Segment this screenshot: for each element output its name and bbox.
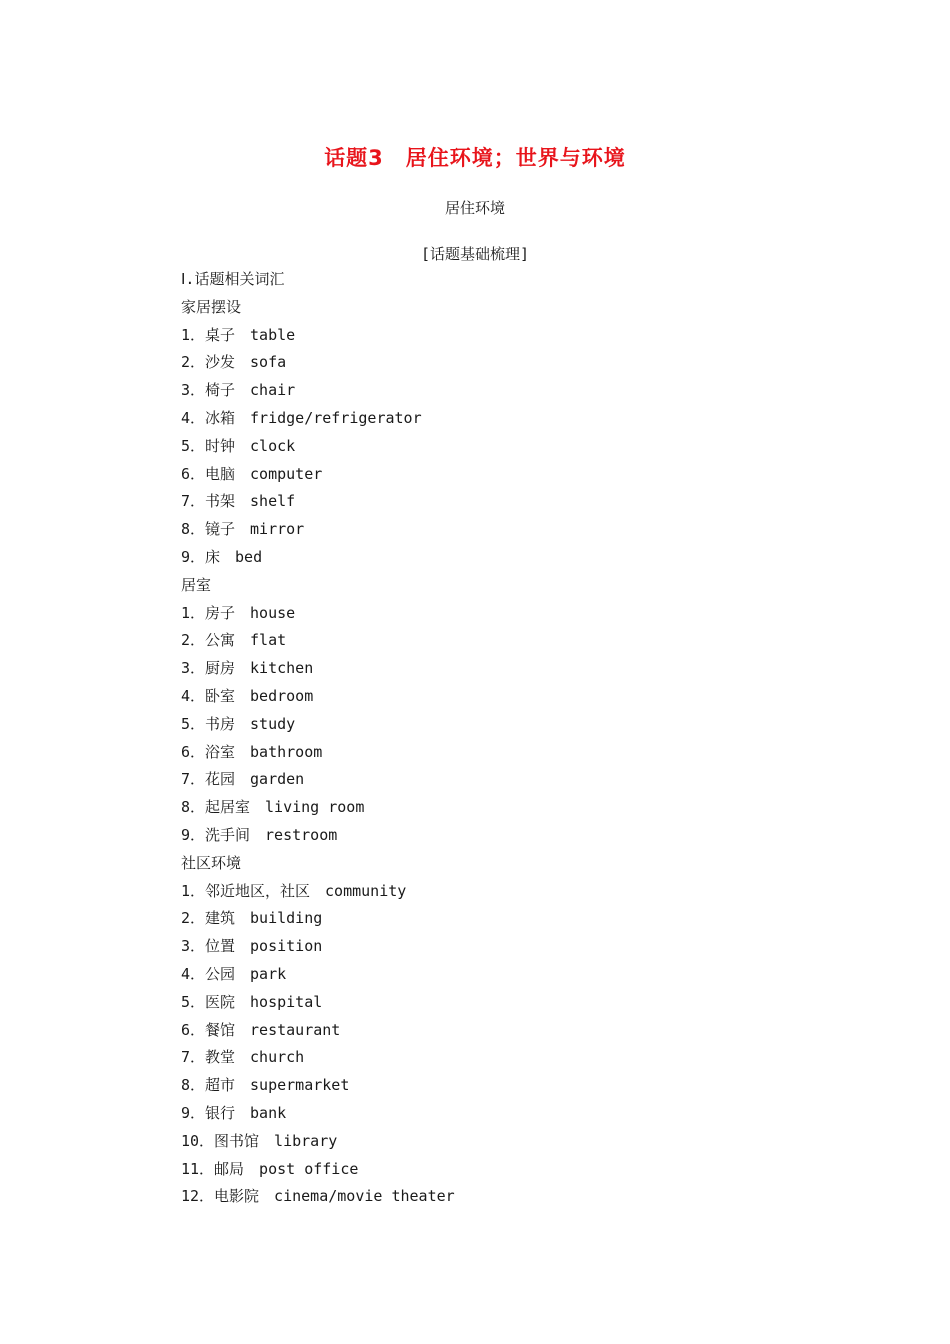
section-heading: [话题基础梳理] bbox=[420, 245, 530, 263]
vocab-line: 7．教堂 church bbox=[181, 1048, 305, 1067]
vocab-line: 6．餐馆 restaurant bbox=[181, 1020, 341, 1039]
vocab-line: 2．公寓 flat bbox=[181, 631, 287, 650]
vocab-line: 7．花园 garden bbox=[181, 770, 305, 789]
vocab-line: 6．浴室 bathroom bbox=[181, 742, 323, 761]
section-subtitle: 居住环境 bbox=[444, 199, 505, 217]
vocab-line: 3．位置 position bbox=[181, 937, 323, 956]
vocabulary-list bbox=[181, 268, 881, 1213]
vocab-line: 4．冰箱 fridge/refrigerator bbox=[181, 408, 422, 427]
vocab-line: 1．桌子 table bbox=[181, 325, 296, 344]
vocab-line: 4．卧室 bedroom bbox=[181, 686, 314, 705]
vocab-line: 12．电影院 cinema/movie theater bbox=[181, 1187, 455, 1206]
vocab-line: 10．图书馆 library bbox=[181, 1131, 338, 1150]
vocab-line: 5．时钟 clock bbox=[181, 436, 296, 455]
vocab-line: 9．银行 bank bbox=[181, 1103, 287, 1122]
vocab-line: 8．超市 supermarket bbox=[181, 1076, 350, 1095]
vocab-line: 社区环境 bbox=[181, 853, 242, 872]
vocab-line: 3．椅子 chair bbox=[181, 381, 296, 400]
vocab-line: 9．洗手间 restroom bbox=[181, 825, 338, 844]
vocab-line: 1．邻近地区，社区 community bbox=[181, 881, 407, 900]
vocab-line: 9．床 bed bbox=[181, 547, 263, 566]
vocab-line: 家居摆设 bbox=[181, 297, 242, 316]
vocab-line: 8．镜子 mirror bbox=[181, 520, 305, 539]
vocab-line: 2．建筑 building bbox=[181, 909, 323, 928]
vocab-line: 11．邮局 post office bbox=[181, 1159, 359, 1178]
vocab-line: Ⅰ.话题相关词汇 bbox=[181, 270, 285, 288]
vocab-line: 居室 bbox=[181, 575, 212, 594]
vocab-line: 4．公园 park bbox=[181, 964, 287, 983]
vocab-line: 5．医院 hospital bbox=[181, 992, 323, 1011]
vocab-line: 8．起居室 living room bbox=[181, 798, 365, 817]
page-title: 话题3 居住环境；世界与环境 bbox=[324, 146, 626, 170]
vocab-line: 5．书房 study bbox=[181, 714, 296, 733]
vocab-line: 1．房子 house bbox=[181, 603, 296, 622]
vocab-line: 7．书架 shelf bbox=[181, 492, 296, 511]
vocab-line: 2．沙发 sofa bbox=[181, 353, 287, 372]
vocab-line: 6．电脑 computer bbox=[181, 464, 323, 483]
vocab-line: 3．厨房 kitchen bbox=[181, 659, 314, 678]
